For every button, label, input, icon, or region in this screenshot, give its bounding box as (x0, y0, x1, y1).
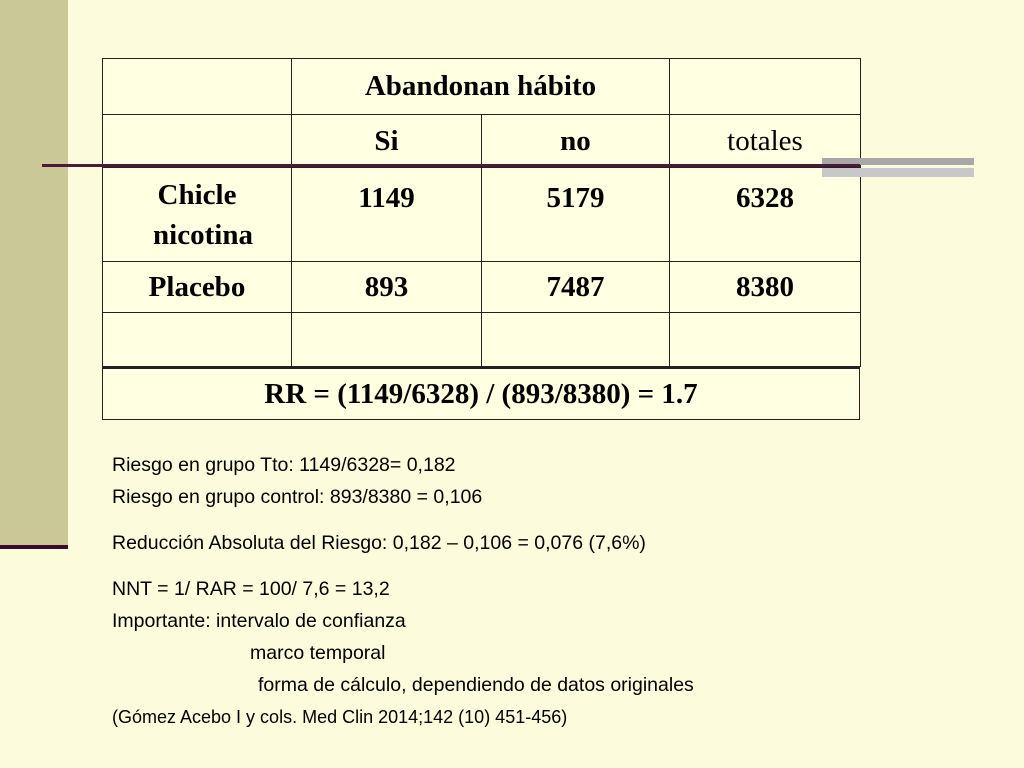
table-cell-empty (670, 59, 861, 115)
table-row-chicle (103, 168, 861, 262)
cell-chicle-no: 5179 (482, 168, 670, 262)
spacer (112, 513, 694, 527)
cell-placebo-no: 7487 (482, 262, 670, 313)
decorative-sidebar (0, 0, 68, 545)
notes-block (112, 449, 694, 733)
header-abandonan-habito: Abandonan hábito (292, 59, 670, 115)
note-important-temporal: marco temporal (250, 642, 386, 664)
note-nnt: NNT = 1/ RAR = 100/ 7,6 = 13,2 (112, 578, 390, 600)
table-cell-empty (103, 59, 292, 115)
table-cell-empty (103, 115, 292, 168)
cell-chicle-total: 6328 (670, 168, 861, 262)
note-absolute-risk-reduction: Reducción Absoluta del Riesgo: 0,182 – 0,106 = 0,076 (7,6%) (112, 532, 646, 554)
row-label-line1: Chicle (157, 178, 237, 211)
table-header-row-2 (103, 115, 861, 168)
header-si: Si (292, 115, 482, 168)
note-risk-treatment: Riesgo en grupo Tto: 1149/6328= 0,182 (112, 454, 456, 476)
header-totales: totales (670, 115, 861, 168)
decorative-rule-dark (42, 164, 860, 167)
table-cell-empty (670, 313, 861, 367)
table-row-empty (103, 313, 861, 367)
cell-chicle-si: 1149 (292, 168, 482, 262)
cell-placebo-total: 8380 (670, 262, 861, 313)
cell-placebo-si: 893 (292, 262, 482, 313)
note-important: Importante: intervalo de confianza (112, 610, 406, 632)
contingency-table-container (102, 58, 860, 367)
note-reference: (Gómez Acebo I y cols. Med Clin 2014;142 (10) 451-456) (112, 707, 568, 727)
contingency-table (102, 58, 861, 367)
table-cell-empty (482, 313, 670, 367)
table-header-row-1 (103, 59, 861, 115)
row-label-placebo: Placebo (103, 262, 292, 313)
row-label-chicle-nicotina (103, 168, 292, 262)
table-cell-empty (292, 313, 482, 367)
table-cell-empty (103, 313, 292, 367)
sidebar-divider (0, 545, 68, 549)
header-no: no (482, 115, 670, 168)
relative-risk-formula: RR = (1149/6328) / (893/8380) = 1.7 (102, 367, 860, 420)
decorative-rule-grey-light (822, 168, 974, 177)
note-risk-control: Riesgo en grupo control: 893/8380 = 0,106 (112, 486, 483, 508)
note-important-calculation: forma de cálculo, dependiendo de datos originales (258, 674, 694, 696)
row-label-line2: nicotina (153, 218, 253, 251)
table-row-placebo (103, 262, 861, 313)
spacer (112, 559, 694, 573)
